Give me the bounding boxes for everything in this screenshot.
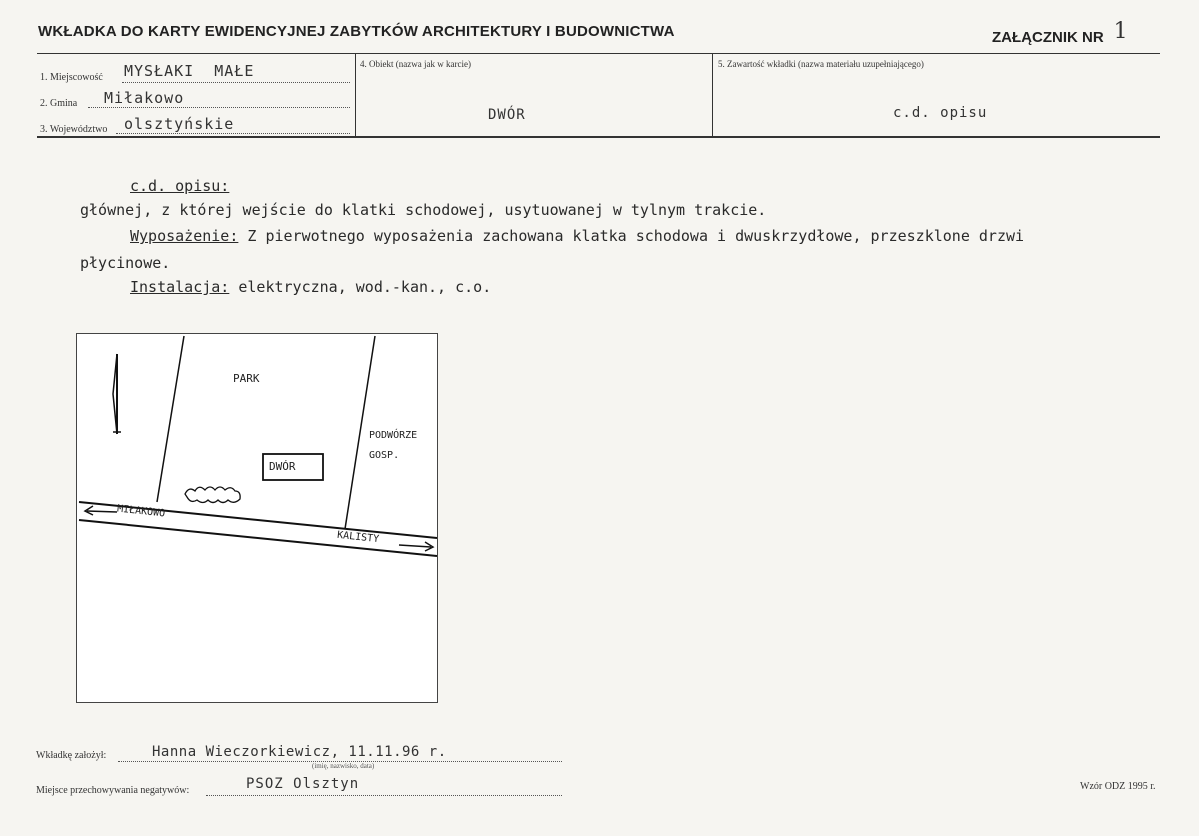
gmina-label: 2. Gmina [40,98,78,109]
table-bottom-rule [37,136,1160,138]
description-line-1: głównej, z której wejście do klatki schodowej, usytuowanej w tylnym trakcie. [80,201,767,219]
wojewodztwo-label: 3. Województwo [40,124,108,135]
installation-paragraph [130,278,491,296]
arrow-east-line [399,545,431,547]
site-map-drawing [77,334,437,702]
attachment-label [992,19,1128,48]
attachment-label-text: ZAŁĄCZNIK NR [992,29,1104,46]
object-label: 4. Obiekt (nazwa jak w karcie) [360,59,471,69]
table-divider-2 [712,53,713,136]
card-title: WKŁADKA DO KARTY EWIDENCYJNEJ ZABYTKÓW ARCHITEKTURY I BUDOWNICTWA [38,23,675,40]
created-by-caption: (imię, nazwisko, data) [312,762,375,770]
road-edge-south [79,520,437,556]
tree-group-icon [185,487,240,503]
attachment-number: 1 [1113,19,1128,44]
storage-dotline [206,795,562,796]
table-divider-1 [355,53,356,136]
map-label-milakowo: MIŁAKOWO [116,503,166,520]
park-boundary-west [157,336,184,502]
created-by-label: Wkładkę założył: [36,750,107,761]
created-by-value: Hanna Wieczorkiewicz, 11.11.96 r. [152,744,447,760]
contents-value: c.d. opisu [893,105,988,121]
map-label-dwor: DWÓR [269,460,296,473]
map-label-kalisty: KALISTY [336,529,380,546]
table-top-rule [37,53,1160,54]
map-label-park: PARK [233,372,260,385]
equipment-continuation: płycinowe. [80,254,171,272]
equipment-text: Z pierwotnego wyposażenia zachowana klatka schodowa i dwuskrzydłowe, przeszklone drzwi [238,227,1025,245]
object-value: DWÓR [488,107,526,123]
miejscowosc-dotline [122,82,350,83]
arrow-west-line [87,511,117,512]
gmina-dotline [88,107,350,108]
description-heading: c.d. opisu: [130,177,230,195]
map-label-gosp: GOSP. [369,450,400,461]
equipment-label: Wyposażenie: [130,227,239,245]
wojewodztwo-value: olsztyńskie [124,115,235,133]
miejscowosc-label: 1. Miejscowość [40,72,103,83]
installation-text: elektryczna, wod.-kan., c.o. [229,278,492,296]
wojewodztwo-dotline [116,133,350,134]
miejscowosc-value: MYSŁAKI MAŁE [124,62,255,80]
form-code: Wzór ODZ 1995 r. [1080,781,1156,792]
map-label-podworze: PODWÓRZE [369,430,418,441]
storage-label: Miejsce przechowywania negatywów: [36,785,190,796]
equipment-paragraph [130,227,1024,245]
installation-label: Instalacja: [130,278,230,296]
contents-label: 5. Zawartość wkładki (nazwa materiału uzupełniającego) [718,59,924,69]
site-map-sketch [76,333,438,703]
storage-value: PSOZ Olsztyn [246,776,360,792]
gmina-value: Miłakowo [104,89,185,107]
